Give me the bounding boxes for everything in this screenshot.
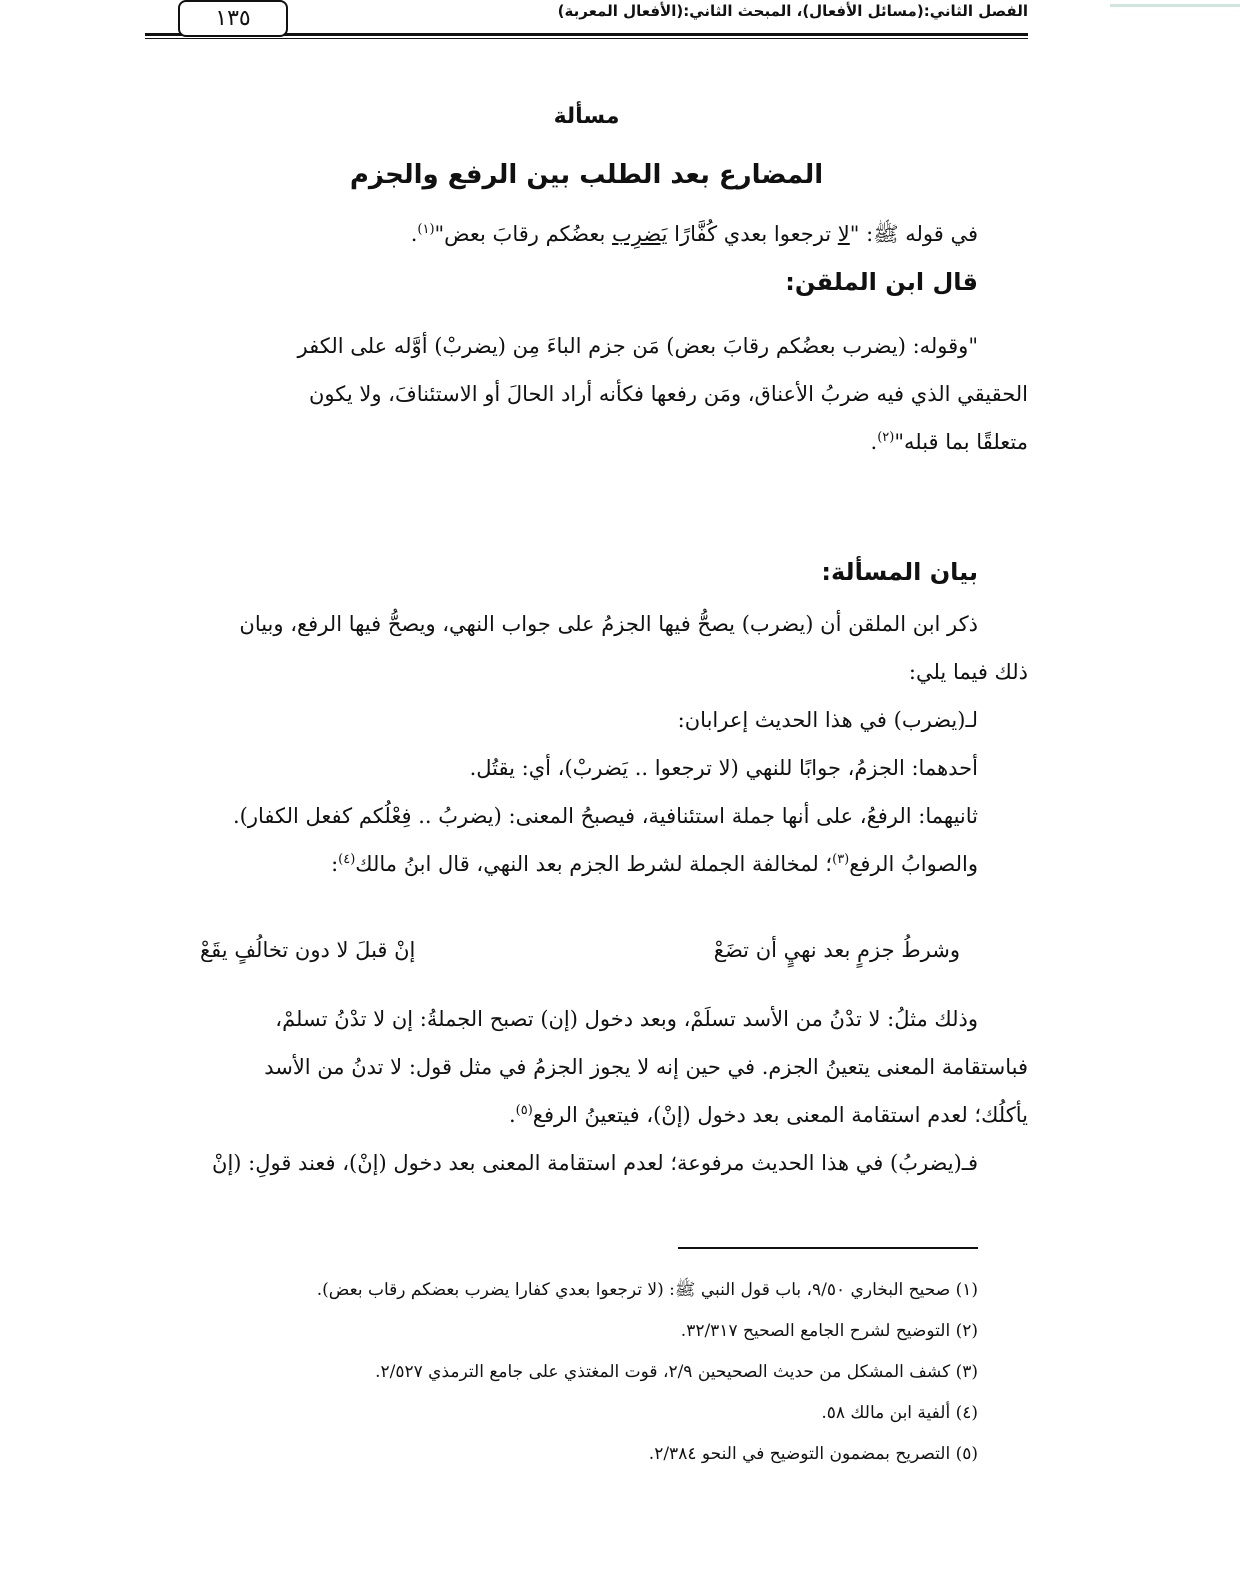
paragraph-line: أحدهما: الجزمُ، جوابًا للنهي (لا ترجعوا .. يَضربْ)، أي: يقتُل. — [469, 756, 978, 780]
verse — [200, 938, 960, 962]
paragraph-line: ذلك فيما يلي: — [908, 660, 1028, 684]
footnote: (٥) التصريح بمضمون التوضيح في النحو ٢/٣٨٤. — [648, 1444, 978, 1464]
paragraph-line: لـ(يضرب) في هذا الحديث إعرابان: — [677, 708, 978, 732]
footnote-ref: (٢) — [877, 430, 895, 445]
quote-paragraph — [145, 322, 1028, 466]
footnote: (٣) كشف المشكل من حديث الصحيحين ٢/٩، قوت المغتذي على جامع الترمذي ٢/٥٢٧. — [375, 1362, 978, 1382]
footnote-ref: (٤) — [338, 852, 356, 867]
section-label: مسألة — [553, 104, 620, 129]
footnote-ref: (٥) — [515, 1103, 533, 1118]
underlined-yadrib: يَضرِب — [612, 222, 668, 246]
verse-hemistich-1: وشرطُ جزمٍ بعد نهيٍ أن تضَعْ — [713, 938, 960, 962]
footnote: (٢) التوضيح لشرح الجامع الصحيح ٣٢/٣١٧. — [680, 1321, 978, 1341]
paragraph-line: ذكر ابن الملقن أن (يضرب) يصحُّ فيها الجزمُ على جواب النهي، ويصحُّ فيها الرفع، وبيان — [239, 612, 978, 636]
quote-line: متعلقًا بما قبله"$^{(٢)}$. — [870, 430, 1028, 454]
hadith-line: في قوله ﷺ: "لا ترجعوا بعدي كُفَّارًا يَضرِب بعضُكم رقابَ بعض"$^{(١)}$. — [410, 222, 978, 246]
explanation-section — [145, 548, 1028, 888]
section-heading: بيان المسألة: — [821, 558, 978, 586]
quote-line: الحقيقي الذي فيه ضربُ الأعناق، ومَن رفعها فكأنه أراد الحالَ أو الاستئنافَ، ولا يكون — [309, 382, 1028, 406]
footnote-separator — [678, 1247, 978, 1249]
paragraph-line: فباستقامة المعنى يتعينُ الجزم. في حين إنه لا يجوز الجزمُ في مثل قول: لا تدنُ من الأسد — [264, 1055, 1028, 1079]
verse-hemistich-2: إنْ قبلَ لا دون تخالُفٍ يقَعْ — [200, 938, 416, 962]
paragraph-line: والصوابُ الرفع$^{(٣)}$؛ لمخالفة الجملة لشرط الجزم بعد النهي، قال ابنُ مالك$^{(٤)}$: — [331, 852, 978, 876]
quote-line: "وقوله: (يضرب بعضُكم رقابَ بعض) مَن جزم الباءَ مِن (يضربْ) أوَّله على الكفر — [297, 334, 978, 358]
example-paragraph — [145, 995, 1028, 1187]
page-title: المضارع بعد الطلب بين الرفع والجزم — [349, 160, 824, 190]
paragraph-line: فـ(يضربُ) في هذا الحديث مرفوعة؛ لعدم استقامة المعنى بعد دخول (إنْ)، فعند قولِ: (إنْ — [212, 1151, 978, 1175]
footnote-ref: (٣) — [832, 852, 850, 867]
footnote: (٤) ألفية ابن مالك ٥٨. — [821, 1403, 978, 1423]
running-header: الفصل الثاني:(مسائل الأفعال)، المبحث الثاني:(الأفعال المعربة) — [557, 2, 1028, 20]
quote-heading: قال ابن الملقن: — [785, 268, 978, 296]
paragraph-line: وذلك مثلُ: لا تدْنُ من الأسد تسلَمْ، وبعد دخول (إن) تصبح الجملةُ: إن لا تدْنُ تسلمْ، — [275, 1007, 978, 1031]
header-rule-thin — [145, 38, 1028, 39]
footnotes — [300, 1270, 978, 1475]
page-number: ١٣٥ — [178, 0, 288, 37]
underlined-la: لا — [837, 222, 850, 246]
footnote: (١) صحيح البخاري ٩/٥٠، باب قول النبي ﷺ: (لا ترجعوا بعدي كفارا يضرب بعضكم رقاب بعض). — [316, 1280, 978, 1300]
hadith-block — [145, 210, 978, 306]
footnote-ref: (١) — [417, 222, 435, 237]
accent-line — [1110, 4, 1240, 7]
paragraph-line: ثانيهما: الرفعُ، على أنها جملة استئنافية، فيصبحُ المعنى: (يضربُ .. فِعْلُكم كفعل الكفار). — [232, 804, 978, 828]
paragraph-line: يأكلُك؛ لعدم استقامة المعنى بعد دخول (إنْ)، فيتعينُ الرفع$^{(٥)}$. — [508, 1103, 1028, 1127]
